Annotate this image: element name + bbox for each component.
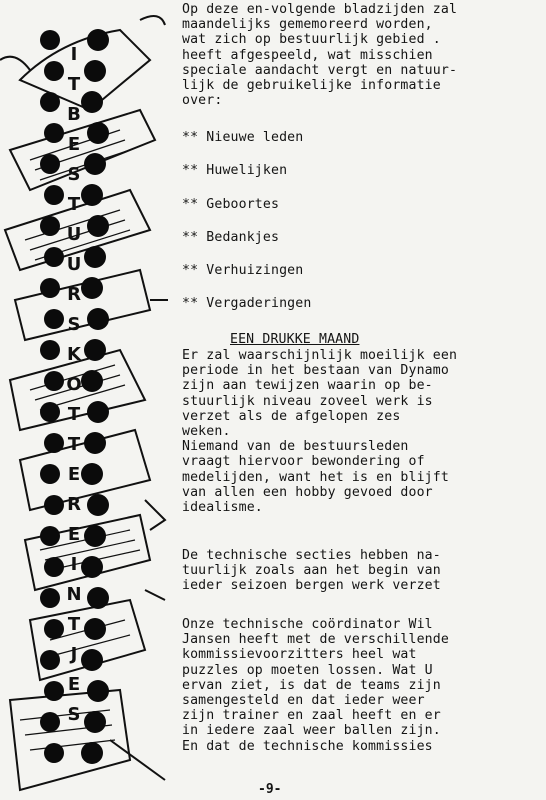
dot (44, 495, 64, 515)
dot (44, 61, 64, 81)
paragraph-2 (182, 548, 441, 594)
paragraph-line: Er zal waarschijnlijk moeilijk een (182, 348, 458, 363)
paragraph-line: periode in het bestaan van Dynamo (182, 363, 449, 379)
paragraph-line: medelijden, want het is en blijft (182, 469, 449, 485)
dot (81, 463, 103, 485)
list-item: ** Huwelijken (182, 163, 288, 179)
paragraph-line: stuurlijk niveau zoveel werk is (182, 393, 433, 409)
sidebar-letter: R (67, 494, 81, 515)
list-item: ** Vergaderingen (182, 296, 312, 312)
intro-line: maandelijks gememoreerd worden, (182, 17, 433, 33)
sidebar-letter: T (67, 404, 81, 425)
dot (44, 309, 64, 329)
list-item: ** Geboortes (182, 196, 280, 212)
dot (87, 122, 109, 144)
sidebar-letter: O (66, 374, 82, 395)
dot (40, 712, 60, 732)
dot (44, 247, 64, 267)
sidebar-letter: R (67, 284, 81, 305)
sidebar-letter: E (67, 524, 81, 545)
sidebar-letter: N (66, 584, 82, 605)
dot (84, 432, 106, 454)
dot (87, 680, 109, 702)
sidebar-letter: S (67, 314, 81, 335)
dot (87, 308, 109, 330)
dot (40, 30, 60, 50)
dot (44, 681, 64, 701)
sidebar-letter: T (67, 74, 81, 95)
dot (87, 587, 109, 609)
sidebar-letter: U (66, 224, 82, 245)
info-list (182, 130, 311, 330)
dot (44, 123, 64, 143)
paragraph-line: En dat de technische kommissies (182, 738, 433, 754)
dot (40, 92, 60, 112)
intro-paragraph (182, 2, 457, 108)
sidebar-letter: T (67, 614, 81, 635)
dot (87, 401, 109, 423)
paragraph-line: verzet als de afgelopen zes (182, 408, 401, 424)
list-item: ** Verhuizingen (182, 263, 304, 279)
dot (40, 278, 60, 298)
sidebar-letter: J (70, 644, 78, 665)
paragraph-line: Jansen heeft met de verschillende (182, 632, 449, 648)
sidebar-letter: T (67, 434, 81, 455)
dot (44, 557, 64, 577)
dot (84, 618, 106, 640)
dot (84, 60, 106, 82)
dot (40, 154, 60, 174)
paragraph-line: idealisme. (182, 500, 263, 516)
dot (81, 742, 103, 764)
dot (44, 619, 64, 639)
sidebar-letter: U (66, 254, 82, 275)
paragraph-line: samengesteld en dat ieder weer (182, 693, 425, 709)
dot (81, 184, 103, 206)
sidebar-letter: I (70, 554, 78, 575)
paragraph-line: kommissievoorzitters heel wat (182, 647, 417, 663)
sidebar-letter: E (67, 674, 81, 695)
paragraph-line: ervan ziet, is dat de teams zijn (182, 677, 441, 693)
paragraph-line: De technische secties hebben na- (182, 548, 441, 563)
paragraph-line: Niemand van de bestuursleden (182, 439, 409, 455)
sidebar-letter: T (67, 194, 81, 215)
paragraph-line: weken. (182, 424, 231, 440)
sidebar-vertical-letters (66, 44, 82, 725)
paragraph-line: ieder seizoen bergen werk verzet (182, 578, 441, 594)
dot (87, 494, 109, 516)
paragraph-line: tuurlijk zoals aan het begin van (182, 563, 441, 579)
intro-line: Op deze en-volgende bladzijden zal (182, 2, 458, 17)
intro-line: speciale aandacht vergt en natuur- (182, 62, 458, 78)
sidebar-letter: S (67, 164, 81, 185)
dot (84, 339, 106, 361)
dot (40, 526, 60, 546)
dot (87, 215, 109, 237)
sidebar-drawing (0, 0, 170, 800)
sidebar-letter: E (67, 464, 81, 485)
list-item: ** Nieuwe leden (182, 130, 304, 145)
dot (81, 370, 103, 392)
intro-line: wat zich op bestuurlijk gebied . (182, 32, 441, 48)
sidebar-letter: I (70, 44, 78, 65)
sidebar-illustration (0, 0, 170, 800)
paper-stack-sketch (0, 16, 168, 790)
sidebar-letter: K (67, 344, 81, 365)
paragraph-line: Onze technische coördinator Wil (182, 617, 433, 632)
section-heading: EEN DRUKKE MAAND (230, 332, 360, 347)
dot (84, 246, 106, 268)
dot (40, 216, 60, 236)
dot (40, 340, 60, 360)
sidebar-letter: E (67, 134, 81, 155)
dot (81, 649, 103, 671)
dot (40, 464, 60, 484)
paragraph-line: zijn trainer en zaal heeft en er (182, 708, 441, 724)
dot (87, 29, 109, 51)
dot (84, 711, 106, 733)
sidebar-letter: B (67, 104, 81, 125)
dot (40, 402, 60, 422)
paragraph-line: in iedere zaal weer ballen zijn. (182, 723, 441, 739)
paragraph-1 (182, 348, 457, 515)
paragraph-3 (182, 617, 449, 754)
dot (44, 185, 64, 205)
dot (40, 650, 60, 670)
dot (81, 91, 103, 113)
dot (44, 743, 64, 763)
dot (44, 433, 64, 453)
dot (84, 153, 106, 175)
paragraph-line: puzzles op moeten lossen. Wat U (182, 662, 433, 678)
sidebar-letter: S (67, 704, 81, 725)
intro-line: heeft afgespeeld, wat misschien (182, 47, 433, 63)
dot (40, 588, 60, 608)
intro-line: over: (182, 93, 223, 109)
page-number: -9- (258, 782, 282, 797)
dot (84, 525, 106, 547)
list-item: ** Bedankjes (182, 229, 280, 245)
paragraph-line: zijn aan tewijzen waarin op be- (182, 378, 433, 394)
paragraph-line: vraagt hiervoor bewondering of (182, 454, 425, 470)
intro-line: lijk de gebruikelijke informatie (182, 78, 441, 94)
dot (81, 556, 103, 578)
dot (44, 371, 64, 391)
paragraph-line: van allen een hobby gevoed door (182, 484, 433, 500)
dot (81, 277, 103, 299)
